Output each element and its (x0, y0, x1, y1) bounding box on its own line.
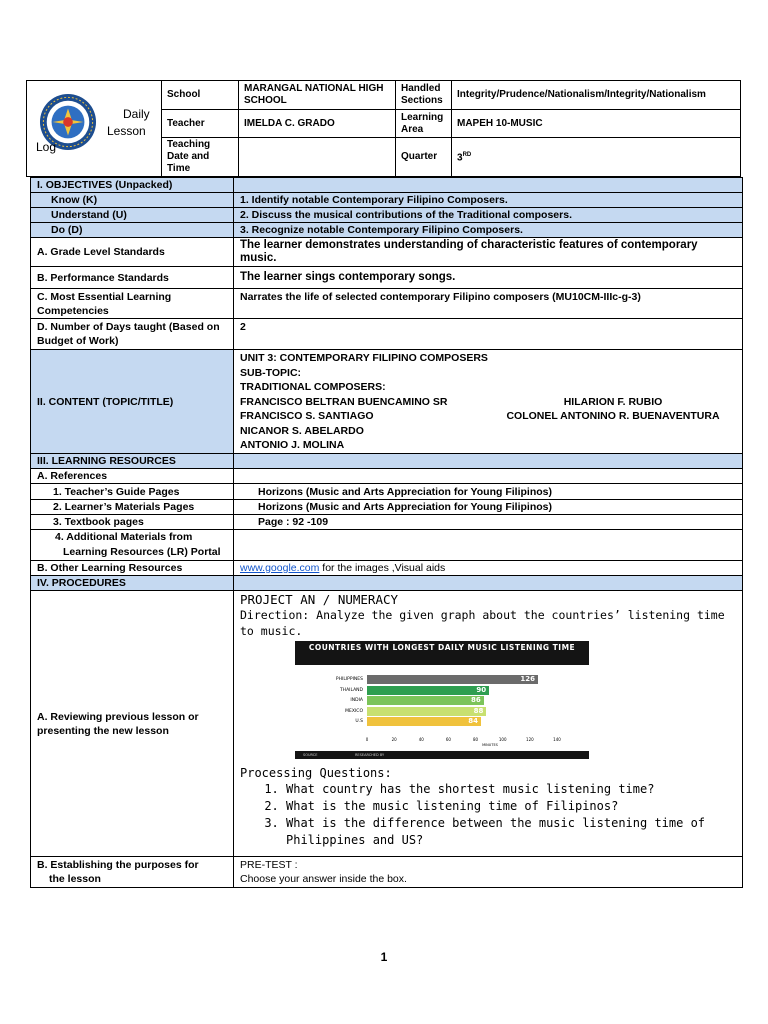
teaching-date-label: Teaching Date and Time (162, 138, 239, 177)
processing-questions-heading: Processing Questions: (240, 766, 392, 780)
procedures-heading: IV. PROCEDURES (31, 576, 234, 591)
chart-bar-value: 86 (470, 696, 481, 704)
purpose-label: B. Establishing the purposes for the lesson (31, 857, 234, 888)
chart-x-tick: 40 (418, 737, 424, 742)
chart-x-tick: 120 (526, 737, 534, 742)
chart-title: COUNTRIES WITH LONGEST DAILY MUSIC LISTENING TIME (308, 643, 576, 652)
lm-pages-label: 2. Learner’s Materials Pages (31, 500, 234, 515)
resources-heading: III. LEARNING RESOURCES (31, 454, 234, 469)
subtopic-label: SUB-TOPIC: (240, 366, 302, 379)
chart-bar (367, 696, 484, 705)
understand-value: 2. Discuss the musical contributions of the Traditional composers. (234, 208, 743, 223)
composer-santiago: FRANCISCO S. SANTIAGO (240, 410, 374, 422)
school-label: School (162, 81, 239, 110)
chart-x-tick: 60 (445, 737, 451, 742)
chart-bar (367, 686, 489, 695)
textbook-pages-label: 3. Textbook pages (31, 515, 234, 530)
teacher-label: Teacher (162, 110, 239, 138)
chart-category-label: INDIA (350, 698, 363, 703)
composer-rubio: HILARION F. RUBIO (563, 395, 663, 408)
pretest-cell (234, 857, 743, 888)
unit-title: UNIT 3: CONTEMPORARY FILIPINO COMPOSERS (240, 352, 488, 364)
chart-x-tick: 0 (365, 737, 369, 742)
know-label: Know (K) (31, 193, 234, 208)
processing-question: 3. What is the difference between the music listening time of Philippines and US? (286, 815, 736, 849)
chart-bar (367, 717, 481, 726)
direction-text: Direction: Analyze the given graph about the countries’ listening time to music. (240, 608, 725, 638)
days-taught-value: 2 (234, 319, 743, 350)
lr-portal-value (234, 530, 743, 561)
log-title: Log (36, 140, 57, 154)
chart-x-tick: 20 (391, 737, 397, 742)
content-label: II. CONTENT (TOPIC/TITLE) (31, 350, 234, 454)
header-table (26, 80, 741, 177)
lesson-table (30, 177, 743, 888)
school-value: MARANGAL NATIONAL HIGH SCHOOL (239, 81, 396, 110)
chart-bar (367, 675, 538, 684)
grade-standards-label: A. Grade Level Standards (31, 238, 234, 267)
performance-standards-value: The learner sings contemporary songs. (234, 267, 743, 289)
chart-bar (367, 707, 486, 716)
chart-bar-value: 90 (476, 685, 487, 694)
composer-row (240, 395, 736, 410)
other-resources-label: B. Other Learning Resources (31, 561, 234, 576)
chart-category-label: PHILIPPINES (335, 677, 363, 682)
know-value: 1. Identify notable Contemporary Filipino Composers. (234, 193, 743, 208)
review-lesson-label: A. Reviewing previous lesson or presenting the new lesson (31, 591, 234, 857)
project-title: PROJECT AN / NUMERACY (240, 592, 399, 607)
objectives-heading: I. OBJECTIVES (Unpacked) (31, 178, 234, 193)
chart-researched-by: RESEARCHED BY (355, 753, 385, 757)
chart-category-label: U.S (355, 719, 363, 724)
processing-questions-list (240, 781, 736, 849)
chart-source: SOURCE (303, 753, 318, 757)
learning-area-label: Learning Area (396, 110, 452, 138)
composer-row (240, 409, 736, 424)
performance-standards-label: B. Performance Standards (31, 267, 234, 289)
daily-title: Daily (123, 107, 150, 121)
handled-sections-label: Handled Sections (396, 81, 452, 110)
tg-pages-value: Horizons (Music and Arts Appreciation for Young Filipinos) (234, 484, 743, 500)
processing-question: 1. What country has the shortest music listening time? (286, 781, 736, 798)
tg-pages-label: 1. Teacher’s Guide Pages (31, 484, 234, 500)
processing-question: 2. What is the music listening time of Filipinos? (286, 798, 736, 815)
chart-bar-value: 84 (468, 717, 478, 725)
lesson-title: Lesson (107, 124, 146, 138)
chart-x-tick: 80 (473, 737, 479, 742)
textbook-pages-value: Page : 92 -109 (234, 515, 743, 530)
chart-bar-value: 88 (473, 706, 484, 715)
header-logo-cell (27, 81, 162, 177)
melc-value: Narrates the life of selected contemporary Filipino composers (MU10CM-IIIc-g-3) (234, 289, 743, 319)
pretest-instructions: Choose your answer inside the box. (240, 873, 407, 885)
google-link[interactable]: www.google.com (240, 562, 320, 574)
quarter-label: Quarter (396, 138, 452, 177)
chart-x-tick: 100 (498, 737, 507, 742)
chart-x-label: MINUTES (482, 743, 498, 747)
lr-portal-label: 4. Additional Materials from Learning Resources (LR) Portal (31, 530, 234, 561)
pretest-label: PRE-TEST : (240, 859, 298, 871)
teaching-date-value (239, 138, 396, 177)
listening-time-chart (295, 641, 589, 759)
days-taught-label: D. Number of Days taught (Based on Budget of Work) (31, 319, 234, 350)
lm-pages-value: Horizons (Music and Arts Appreciation for Young Filipinos) (234, 500, 743, 515)
handled-sections-value: Integrity/Prudence/Nationalism/Integrity/Nationalism (452, 81, 741, 110)
composer-abelardo: NICANOR S. ABELARDO (240, 424, 364, 437)
content-value (234, 350, 743, 454)
other-resources-value: www.google.com for the images ,Visual aids (234, 561, 743, 576)
numeracy-cell (234, 591, 743, 857)
composer-buencamino: FRANCISCO BELTRAN BUENCAMINO SR (240, 395, 448, 408)
chart-x-tick: 140 (553, 737, 561, 742)
teacher-value: IMELDA C. GRADO (239, 110, 396, 138)
chart-header (295, 641, 589, 665)
melc-label: C. Most Essential Learning Competencies (31, 289, 234, 319)
quarter-value: 3RD (452, 138, 741, 177)
composer-molina: ANTONIO J. MOLINA (240, 439, 345, 451)
chart-category-label: MEXICO (345, 708, 363, 714)
page-number: 1 (380, 950, 388, 964)
understand-label: Understand (U) (31, 208, 234, 223)
chart-footer (295, 751, 589, 759)
chart-category-label: THAILAND (339, 687, 363, 693)
grade-standards-value: The learner demonstrates understanding of characteristic features of contemporary music. (234, 238, 743, 267)
composer-buenaventura: COLONEL ANTONINO R. BUENAVENTURA (506, 410, 720, 422)
do-label: Do (D) (31, 223, 234, 238)
learning-area-value: MAPEH 10-MUSIC (452, 110, 741, 138)
traditional-label: TRADITIONAL COMPOSERS: (240, 381, 386, 393)
do-value: 3. Recognize notable Contemporary Filipino Composers. (234, 223, 743, 238)
references-label: A. References (31, 469, 234, 484)
chart-bar-value: 126 (520, 675, 535, 683)
